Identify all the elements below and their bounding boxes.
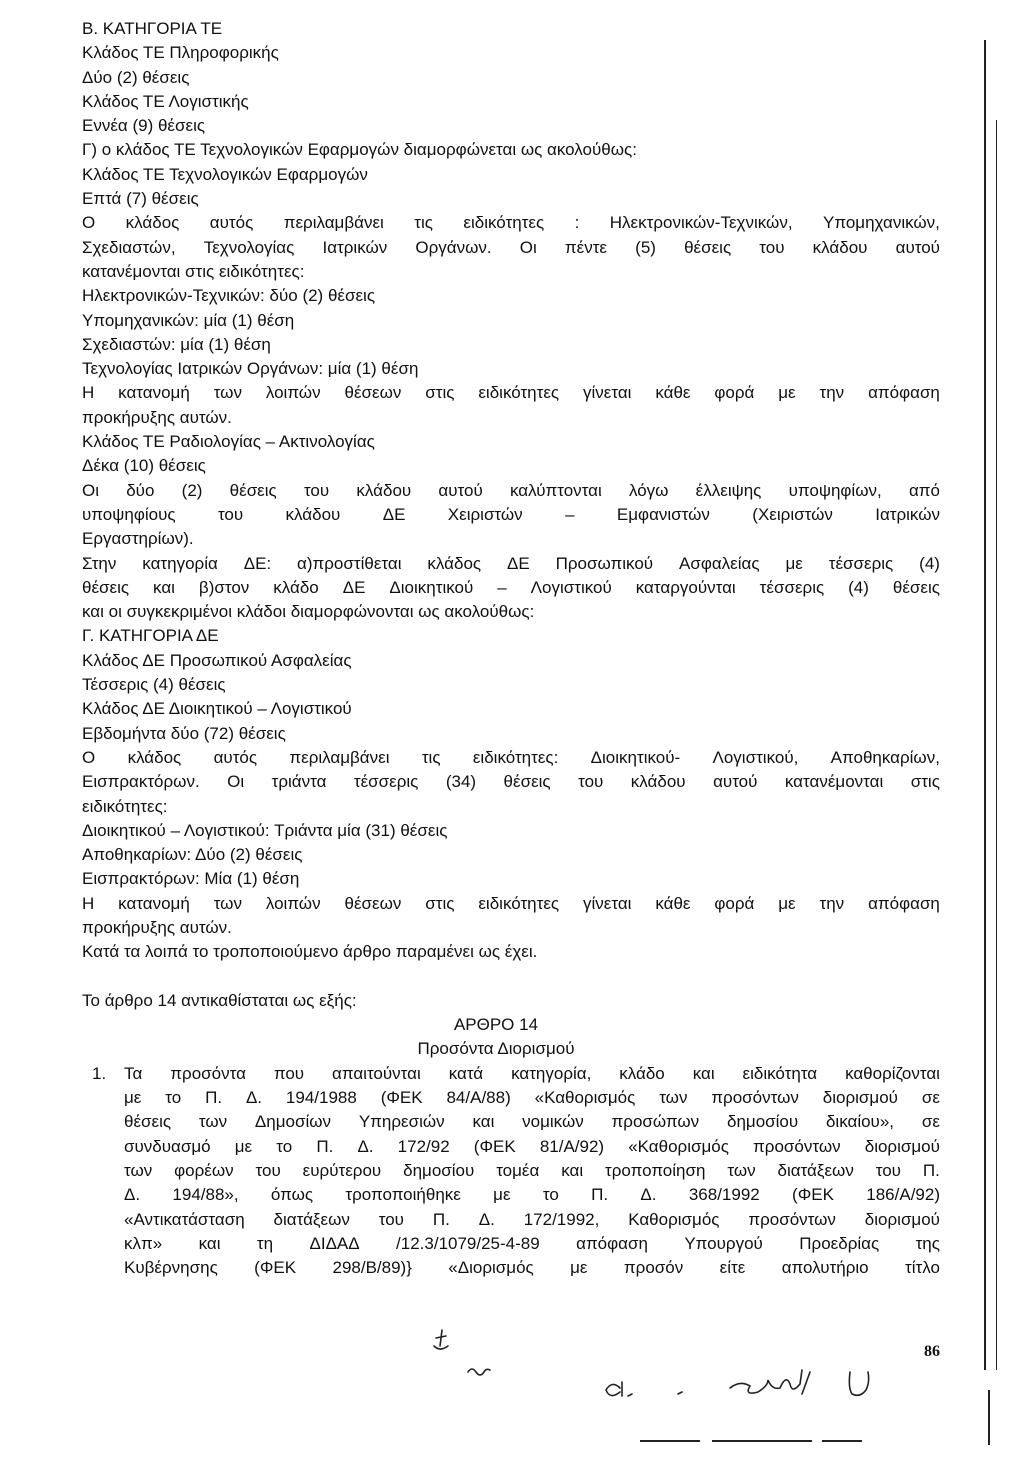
word: τις <box>414 213 433 233</box>
word: την <box>819 383 845 403</box>
word: – <box>565 504 575 524</box>
page-number: 86 <box>924 1343 940 1360</box>
word: 186/Α/92) <box>866 1185 940 1205</box>
word: Δημοσίων <box>254 1112 332 1132</box>
word: τριάντα <box>271 772 327 792</box>
word: προσόντα <box>170 1063 246 1083</box>
text-line: Δύο (2) θέσεις <box>82 67 190 87</box>
text-line: Εννέα (9) θέσεις <box>82 116 206 136</box>
word: κλάδο <box>619 1063 665 1083</box>
word: κατανομή <box>118 383 190 403</box>
word: στις <box>425 893 455 913</box>
word: Δ. <box>357 1136 374 1156</box>
word: θέσεις <box>124 1112 172 1132</box>
justified-line <box>82 381 940 405</box>
word: «Αντικατάσταση <box>124 1209 245 1229</box>
word: Χειριστών <box>447 504 523 524</box>
item-line <box>82 1208 940 1232</box>
word: θέσεων <box>344 383 402 403</box>
item-line <box>82 1086 940 1110</box>
word: Ο <box>82 747 96 767</box>
word: την <box>819 893 845 913</box>
word: Λογιστικού, <box>712 747 799 767</box>
word: Ιατρικών <box>322 237 388 257</box>
word: (5) <box>635 237 656 257</box>
article-title: ΑΡΘΡΟ 14 <box>453 1015 539 1035</box>
word: των <box>213 383 242 403</box>
word: με <box>778 893 796 913</box>
word: Δ. <box>640 1185 657 1205</box>
text-line: Αποθηκαρίων: Δύο (2) θέσεις <box>82 845 303 865</box>
word: αυτός <box>209 213 254 233</box>
word: των <box>659 1088 688 1108</box>
word: θέσεις <box>82 577 130 597</box>
word: με <box>570 1258 588 1278</box>
word: και <box>561 1160 584 1180</box>
word: Διοικητικού- <box>590 747 681 767</box>
word: θέσεις <box>684 237 732 257</box>
word: Π. <box>316 1136 334 1156</box>
word: περιλαμβάνει <box>283 213 384 233</box>
word: Ηλεκτρονικών-Τεχνικών, <box>609 213 793 233</box>
word: καταργούνται <box>635 577 736 597</box>
numbered-item-first-line <box>82 1062 940 1086</box>
word: (ΦΕΚ <box>473 1136 516 1156</box>
justified-line <box>82 746 940 770</box>
word: και <box>198 1233 221 1253</box>
word: (ΦΕΚ <box>792 1185 834 1205</box>
text-line: Σχεδιαστών: μία (1) θέση <box>82 334 271 354</box>
item-line <box>82 1256 940 1280</box>
word: απόφαση <box>576 1233 648 1253</box>
text-line: και οι συγκεκριμένοι κλάδοι διαμορφώνονται ως ακολούθως: <box>82 602 535 622</box>
word: κλάδος <box>127 747 182 767</box>
word: Διοικητικού <box>389 577 474 597</box>
word: ευρύτερου <box>302 1160 382 1180</box>
word: 81/Α/92) <box>539 1136 605 1156</box>
word: της <box>915 1233 940 1253</box>
word: Η <box>82 893 95 913</box>
word: του <box>378 1209 404 1229</box>
word: διατάξεων <box>273 1209 350 1229</box>
word: 194/88», <box>172 1185 239 1205</box>
word: και <box>692 1063 715 1083</box>
text-line: Υπομηχανικών: μία (1) θέση <box>82 310 295 330</box>
word: τίτλο <box>905 1258 940 1278</box>
word: έλλειψης <box>695 480 762 500</box>
word: κλάδος <box>125 213 180 233</box>
word: απόφαση <box>868 383 940 403</box>
word: β)στον <box>198 577 250 597</box>
word: αυτού <box>713 772 758 792</box>
word: ΔΕ <box>382 504 406 524</box>
word: Υπομηχανικών, <box>823 213 940 233</box>
text-line: Εργαστηρίων). <box>82 529 194 549</box>
word: ειδικότητες <box>478 383 560 403</box>
word: του <box>303 480 330 500</box>
word: Ιατρικών <box>875 504 940 524</box>
item-line <box>82 1110 940 1134</box>
word: σε <box>921 1088 940 1108</box>
word: αυτός <box>213 747 258 767</box>
word: λοιπών <box>265 893 321 913</box>
word: κλάδος <box>427 553 482 573</box>
word: Δ. <box>124 1185 141 1205</box>
word: κάθε <box>655 893 691 913</box>
text-line: Τέσσερις (4) θέσεις <box>82 675 226 695</box>
word: κατανέμονται <box>784 772 884 792</box>
word: διορισμού <box>822 1088 898 1108</box>
word: και <box>472 1112 495 1132</box>
word: κατηγορία <box>142 553 218 573</box>
word: κατανομή <box>118 893 190 913</box>
word: πέντε <box>564 237 608 257</box>
word: 194/1988 <box>285 1088 357 1108</box>
document-body <box>82 17 940 1280</box>
text-line: προκήρυξης αυτών. <box>82 917 232 937</box>
word: Δ. <box>478 1209 495 1229</box>
word: Προσωπικού <box>555 553 654 573</box>
word: περιλαμβάνει <box>289 747 390 767</box>
word: υποψηφίων, <box>788 480 882 500</box>
justified-line <box>82 236 940 260</box>
word: των <box>213 893 242 913</box>
word: φορά <box>714 893 755 913</box>
justified-line <box>82 503 940 527</box>
word: Οργάνων. <box>415 237 492 257</box>
word: κάθε <box>655 383 691 403</box>
word: θέσεων <box>344 893 402 913</box>
word: Τεχνολογίας <box>203 237 295 257</box>
word: τομέα <box>496 1160 540 1180</box>
text-line: Ηλεκτρονικών-Τεχνικών: δύο (2) θέσεις <box>82 286 376 306</box>
word: δημοσίου <box>403 1160 475 1180</box>
word: του <box>759 237 785 257</box>
word: καθορίζονται <box>845 1063 940 1083</box>
word: γίνεται <box>583 383 632 403</box>
word: λόγω <box>628 480 669 500</box>
word: (ΦΕΚ <box>380 1088 423 1108</box>
word: δικαίου», <box>825 1112 895 1132</box>
word: τροποποίηση <box>605 1160 706 1180</box>
word: απολυτήριο <box>781 1258 869 1278</box>
word: Η <box>82 383 95 403</box>
word: με <box>493 1185 511 1205</box>
word: του <box>875 1160 901 1180</box>
word: των <box>124 1160 153 1180</box>
text-line: Επτά (7) θέσεις <box>82 189 199 209</box>
justified-line <box>82 892 940 916</box>
word: (4) <box>919 553 940 573</box>
word: Κυβέρνησης <box>124 1258 218 1278</box>
text-line: Κατά τα λοιπά το τροποποιούμενο άρθρο παραμένει ως έχει. <box>82 942 538 962</box>
item-number: 1. <box>92 1063 107 1083</box>
word: υποψηφίους <box>82 504 176 524</box>
word: το <box>276 1136 293 1156</box>
text-line: Κλάδος ΤΕ Πληροφορικής <box>82 43 279 63</box>
word: Π. <box>205 1088 223 1108</box>
word: του <box>217 504 244 524</box>
word: Υπουργού <box>684 1233 763 1253</box>
word: τέσσερις <box>828 553 894 573</box>
word: (34) <box>445 772 477 792</box>
word: που <box>273 1063 305 1083</box>
margin-line <box>984 40 986 1370</box>
word: ειδικότητα <box>742 1063 818 1083</box>
word: των <box>198 1112 228 1132</box>
text-line: Κλάδος ΤΕ Τεχνολογικών Εφαρμογών <box>82 164 368 184</box>
word: ειδικότητες: <box>472 747 559 767</box>
word: κατά <box>448 1063 484 1083</box>
text-line: Εισπρακτόρων: Μία (1) θέση <box>82 869 300 889</box>
word: ΔΕ: <box>243 553 272 573</box>
article-intro: Το άρθρο 14 αντικαθίσταται ως εξής: <box>82 990 357 1010</box>
text-line: κατανέμονται στις ειδικότητες: <box>82 261 305 281</box>
word: τέσσερις <box>759 577 825 597</box>
word: Στην <box>82 553 117 573</box>
word: και <box>153 577 175 597</box>
word: 368/1992 <box>688 1185 760 1205</box>
word: Οι <box>227 772 245 792</box>
word: νομικών <box>522 1112 584 1132</box>
word: Τα <box>124 1063 143 1083</box>
text-line: Δέκα (10) θέσεις <box>82 456 206 476</box>
word: 172/1992, <box>523 1209 600 1229</box>
word: κλπ» <box>124 1233 163 1253</box>
margin-line <box>996 120 997 1370</box>
word: Σχεδιαστών, <box>82 237 176 257</box>
word: 298/Β/89)} <box>332 1258 412 1278</box>
word: Π. <box>922 1160 940 1180</box>
word: Καθορισμός <box>628 1209 720 1229</box>
word: ειδικότητες <box>478 893 560 913</box>
word: το <box>542 1185 559 1205</box>
text-line: Κλάδος ΔΕ Διοικητικού – Λογιστικού <box>82 699 352 719</box>
word: : <box>574 213 580 233</box>
word: στις <box>425 383 455 403</box>
word: /12.3/1079/25-4-89 <box>396 1233 540 1253</box>
word: σε <box>921 1112 940 1132</box>
word: όπως <box>270 1185 314 1205</box>
word: τροποποιήθηκε <box>345 1185 461 1205</box>
word: Υπηρεσιών <box>358 1112 445 1132</box>
word: φορά <box>714 383 755 403</box>
word: του <box>578 772 604 792</box>
word: τις <box>421 747 441 767</box>
text-line: Κλάδος ΔΕ Προσωπικού Ασφαλείας <box>82 650 352 670</box>
word: λοιπών <box>265 383 321 403</box>
justified-line <box>82 770 940 794</box>
word: α)προστίθεται <box>297 553 402 573</box>
word: είτε <box>719 1258 746 1278</box>
item-line <box>82 1232 940 1256</box>
word: Προεδρίας <box>799 1233 880 1253</box>
word: τη <box>256 1233 274 1253</box>
word: Π. <box>432 1209 450 1229</box>
heading-category-te: B. ΚΑΤΗΓΟΡΙΑ ΤΕ <box>82 19 223 38</box>
word: Ο <box>82 213 96 233</box>
word: δύο <box>126 480 155 500</box>
text-line: Γ) ο κλάδος ΤΕ Τεχνολογικών Εφαρμογών διαμορφώνεται ως ακολούθως: <box>82 140 637 160</box>
item-line <box>82 1135 940 1159</box>
word: διορισμού <box>864 1136 940 1156</box>
justified-line <box>82 211 940 235</box>
text-line: προκήρυξης αυτών. <box>82 407 232 427</box>
word: προσόντων <box>748 1209 836 1229</box>
word: απαιτούνται <box>332 1063 421 1083</box>
word: «Καθορισμός <box>534 1088 636 1108</box>
heading-category-de: Γ. ΚΑΤΗΓΟΡΙΑ ΔΕ <box>82 626 219 646</box>
item-line <box>82 1159 940 1183</box>
word: (ΦΕΚ <box>254 1258 297 1278</box>
text-line: Εβδομήντα δύο (72) θέσεις <box>82 723 286 743</box>
word: με <box>234 1136 253 1156</box>
word: προσόντων <box>753 1136 841 1156</box>
word: θέσεις <box>503 772 551 792</box>
word: κατηγορία, <box>511 1063 592 1083</box>
blank-line <box>82 965 940 989</box>
word: «Διορισμός <box>448 1258 534 1278</box>
word: κλάδο <box>273 577 319 597</box>
word: τέσσερις <box>353 772 419 792</box>
justified-line <box>82 576 940 600</box>
word: 84/Α/88) <box>446 1088 511 1108</box>
word: ΔΙΔΑΔ <box>309 1233 360 1253</box>
word: Εμφανιστών <box>616 504 710 524</box>
word: με <box>124 1088 142 1108</box>
word: «Καθορισμός <box>628 1136 729 1156</box>
word: Π. <box>591 1185 609 1205</box>
word: ΔΕ <box>342 577 366 597</box>
text-line: Τεχνολογίας Ιατρικών Οργάνων: μία (1) θέση <box>82 359 419 379</box>
word: γίνεται <box>583 893 632 913</box>
word: Οι <box>82 480 99 500</box>
justified-line <box>82 552 940 576</box>
word: το <box>165 1088 182 1108</box>
word: με <box>778 383 796 403</box>
word: αυτού <box>438 480 483 500</box>
word: προσόντων <box>711 1088 799 1108</box>
article-subtitle: Προσόντα Διορισμού <box>417 1039 575 1059</box>
word: θέσεις <box>229 480 277 500</box>
word: (4) <box>848 577 869 597</box>
word: με <box>785 553 803 573</box>
justified-line <box>82 479 940 503</box>
word: δημοσίου <box>726 1112 799 1132</box>
word: διατάξεων <box>777 1160 854 1180</box>
word: ειδικότητες <box>463 213 545 233</box>
word: ΔΕ <box>507 553 530 573</box>
word: Εισπρακτόρων. <box>82 772 200 792</box>
word: Οι <box>519 237 537 257</box>
word: από <box>908 480 940 500</box>
word: φορέων <box>174 1160 234 1180</box>
word: στις <box>910 772 940 792</box>
item-line <box>82 1183 940 1207</box>
word: Λογιστικού <box>530 577 612 597</box>
word: 172/92 <box>397 1136 450 1156</box>
word: κλάδου <box>356 480 412 500</box>
word: κλάδου <box>812 237 868 257</box>
word: θέσεις <box>892 577 940 597</box>
word: προσώπων <box>611 1112 700 1132</box>
word: (2) <box>181 480 203 500</box>
text-line: Κλάδος ΤΕ Ραδιολογίας – Ακτινολογίας <box>82 432 375 452</box>
word: απόφαση <box>868 893 940 913</box>
word: Αποθηκαρίων, <box>830 747 940 767</box>
word: συνδυασμό <box>124 1136 211 1156</box>
word: αυτού <box>895 237 940 257</box>
word: προσόν <box>623 1258 684 1278</box>
margin-line <box>988 1390 990 1445</box>
word: – <box>497 577 507 597</box>
text-line: ειδικότητες: <box>82 796 168 816</box>
text-line: Κλάδος ΤΕ Λογιστικής <box>82 91 249 111</box>
handwritten-signature-icon <box>430 1322 910 1452</box>
word: Δ. <box>245 1088 263 1108</box>
word: του <box>255 1160 281 1180</box>
word: Ασφαλείας <box>679 553 760 573</box>
word: κλάδου <box>285 504 341 524</box>
text-line: Διοικητικού – Λογιστικού: Τριάντα μία (31) θέσεις <box>82 820 448 840</box>
word: διορισμού <box>864 1209 940 1229</box>
word: καλύπτονται <box>510 480 602 500</box>
word: κλάδου <box>630 772 686 792</box>
word: των <box>727 1160 756 1180</box>
word: (Χειριστών <box>752 504 833 524</box>
